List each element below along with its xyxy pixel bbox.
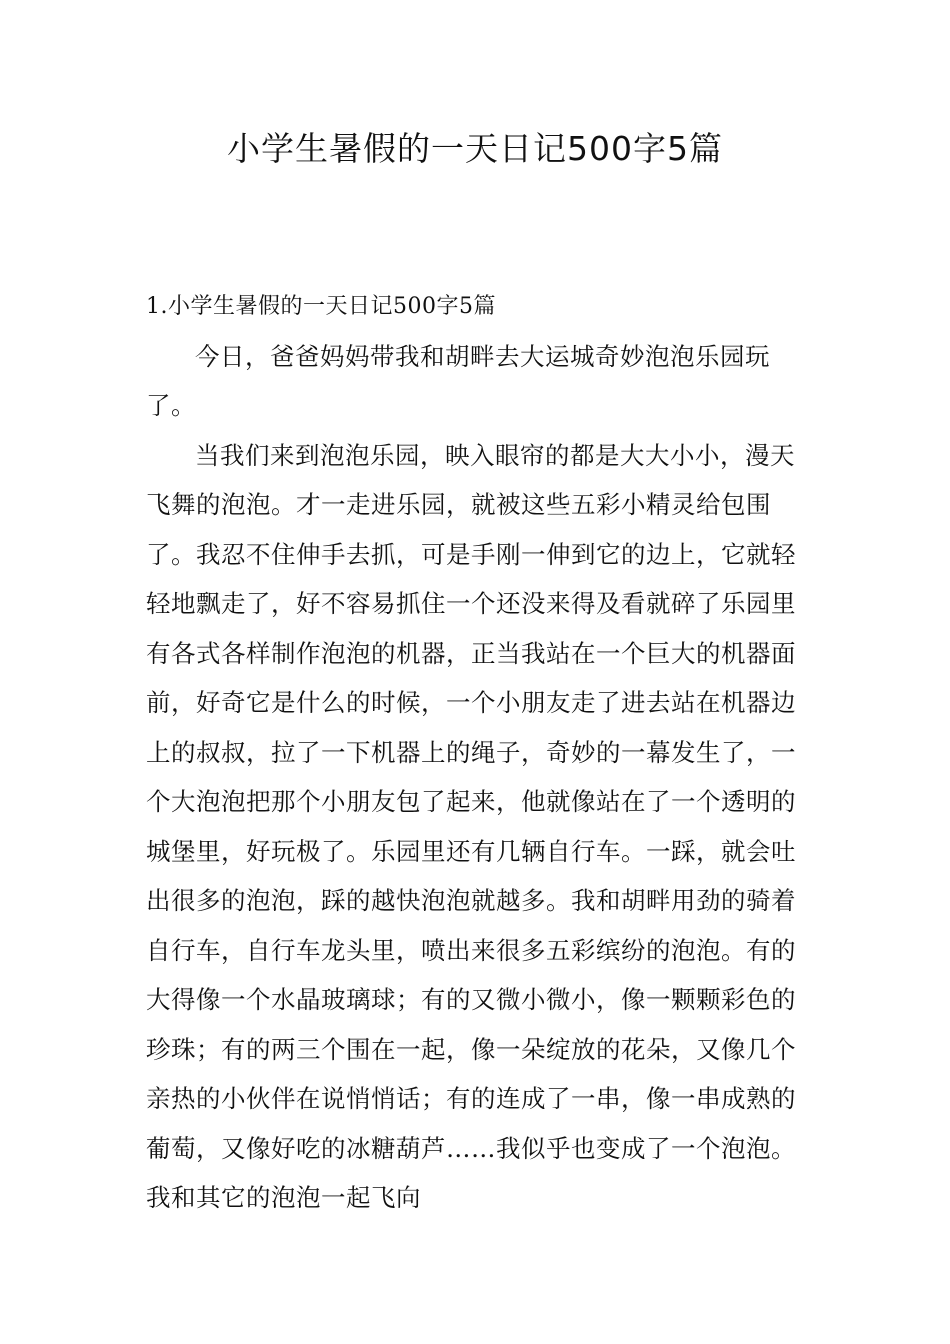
- document-body: [146, 282, 806, 1223]
- section-heading: 1.小学生暑假的一天日记500字5篇: [146, 294, 496, 319]
- paragraph-1: 今日，爸爸妈妈带我和胡畔去大运城奇妙泡泡乐园玩了。: [146, 341, 770, 420]
- document-title: 小学生暑假的一天日记500字5篇: [227, 129, 723, 168]
- paragraph-2: 当我们来到泡泡乐园，映入眼帘的都是大大小小，漫天飞舞的泡泡。才一走进乐园，就被这些五彩小精灵给包围了。我忍不住伸手去抓，可是手刚一伸到它的边上，它就轻轻地飘走了，好不容易抓住一个还没来得及看就碎了乐园里有各式各样制作泡泡的机器，正当我站在一个巨大的机器面前，好奇它是什么的时候，一个小朋友走了进去站在机器边上的叔叔，拉了一下机器上的绳子，奇妙的一幕发生了，一个大泡泡把那个小朋友包了起来，他就像站在了一个透明的城堡里，好玩极了。乐园里还有几辆自行车。一踩，就会吐出很多的泡泡，踩的越快泡泡就越多。我和胡畔用劲的骑着自行车，自行车龙头里，喷出来很多五彩缤纷的泡泡。有的大得像一个水晶玻璃球；有的又微小微小，像一颗颗彩色的珍珠；有的两三个围在一起，像一朵绽放的花朵，又像几个亲热的小伙伴在说悄悄话；有的连成了一串，像一串成熟的葡萄，又像好吃的冰糖葫芦……我似乎也变成了一个泡泡。我和其它的泡泡一起飞向: [146, 440, 796, 1212]
